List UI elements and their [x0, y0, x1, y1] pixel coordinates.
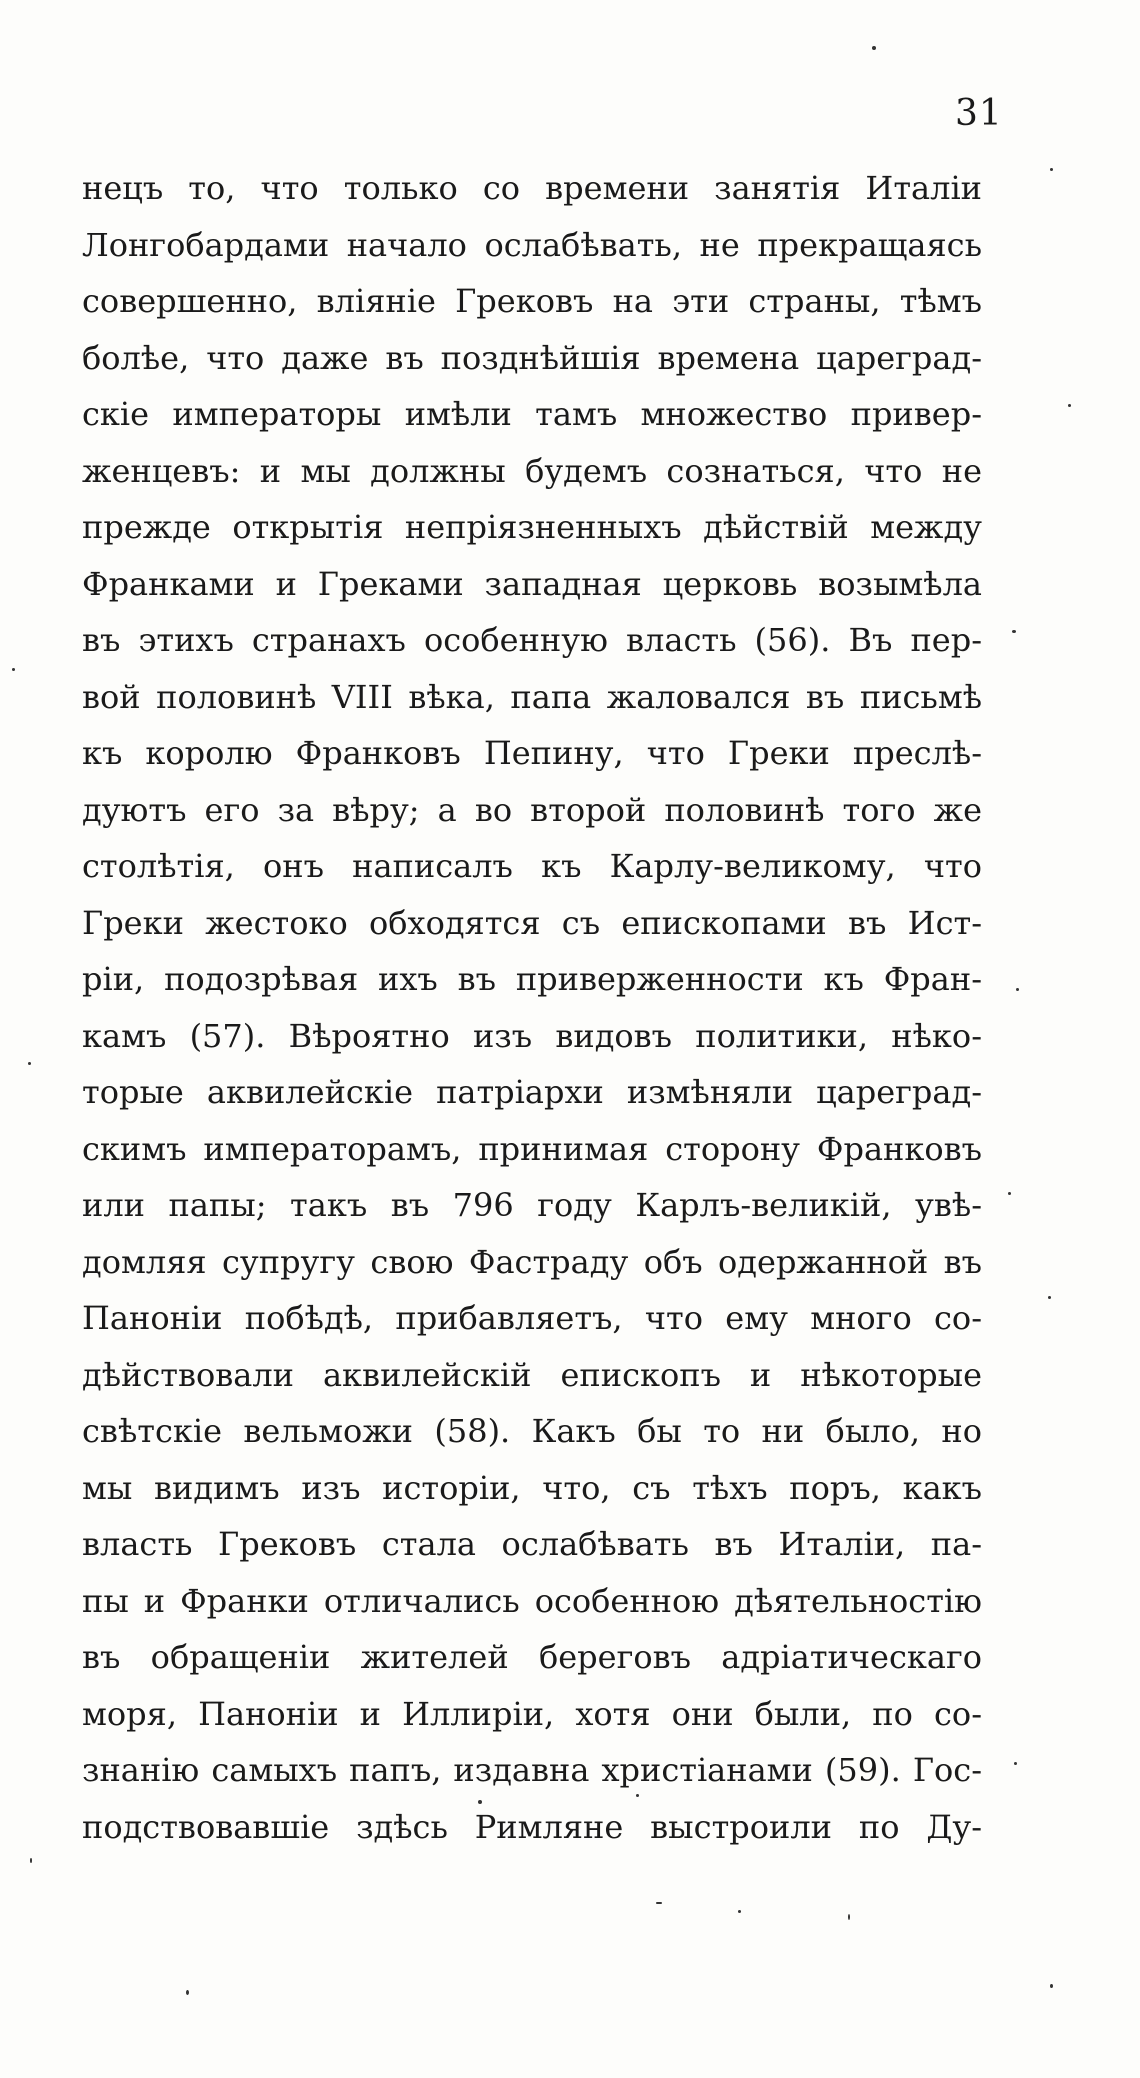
scan-speck — [1014, 1762, 1017, 1765]
text-line: совершенно, вліяніе Грековъ на эти страны, тѣмъ — [82, 282, 982, 320]
scan-speck — [1008, 1192, 1011, 1195]
text-line: скимъ императорамъ, принимая сторону Франковъ — [82, 1129, 982, 1168]
scan-speck — [1048, 1296, 1051, 1299]
text-line: Франками и Греками западная церковь возымѣла — [82, 564, 982, 603]
scan-speck — [186, 1990, 189, 1995]
page-number: 31 — [955, 93, 1003, 134]
text-line: вой половинѣ VIII вѣка, папа жаловался въ письмѣ — [82, 677, 982, 716]
text-line: пы и Франки отличались особенною дѣятельностію — [82, 1581, 982, 1620]
text-line: моря, Паноніи и Иллиріи, хотя они были, по со- — [82, 1694, 982, 1733]
text-line: Лонгобардами начало ослабѣвать, не прекращаясь — [82, 225, 982, 264]
text-line: въ этихъ странахъ особенную власть (56). Въ пер- — [82, 621, 982, 659]
scan-speck — [1012, 630, 1016, 633]
scan-speck — [28, 1062, 31, 1065]
scan-speck — [478, 1800, 482, 1804]
text-line: въ обращеніи жителей береговъ адріатическаго — [82, 1638, 982, 1676]
text-line: дѣйствовали аквилейскій епископъ и нѣкоторые — [82, 1355, 982, 1394]
scan-speck — [1050, 1984, 1053, 1988]
scan-speck — [738, 1910, 741, 1913]
text-line: мы видимъ изъ исторіи, что, съ тѣхъ поръ, какъ — [82, 1468, 982, 1507]
text-line: дуютъ его за вѣру; а во второй половинѣ того же — [82, 790, 982, 829]
scan-speck — [656, 1902, 662, 1904]
text-line: торые аквилейскіе патріархи измѣняли цареград- — [82, 1073, 982, 1111]
scan-speck — [636, 1794, 639, 1797]
scan-speck — [12, 668, 15, 671]
text-line: къ королю Франковъ Пепину, что Греки преслѣ- — [82, 734, 982, 772]
text-line: прежде открытія непріязненныхъ дѣйствій между — [82, 508, 982, 546]
text-line: камъ (57). Вѣроятно изъ видовъ политики, нѣко- — [82, 1016, 982, 1055]
scan-speck — [848, 1914, 850, 1920]
text-line: домляя супругу свою Фастраду объ одержанной въ — [82, 1242, 982, 1281]
scan-speck — [30, 1858, 32, 1863]
text-line: женцевъ: и мы должны будемъ сознаться, что не — [82, 451, 982, 490]
text-line: или папы; такъ въ 796 году Карлъ-великій, увѣ- — [82, 1186, 982, 1224]
text-line: власть Грековъ стала ослабѣвать въ Италіи, па- — [82, 1525, 982, 1563]
text-line: ріи, подозрѣвая ихъ въ приверженности къ Фран- — [82, 960, 982, 998]
text-line: Греки жестоко обходятся съ епископами въ Ист- — [82, 903, 982, 942]
scan-speck — [1068, 404, 1071, 407]
text-line: свѣтскіе вельможи (58). Какъ бы то ни было, но — [82, 1412, 982, 1450]
text-line: нецъ то, что только со времени занятія Италіи — [82, 169, 982, 207]
text-line: столѣтія, онъ написалъ къ Карлу-великому, что — [82, 847, 982, 885]
scan-speck — [872, 46, 876, 50]
text-line: подствовавшіе здѣсь Римляне выстроили по Ду- — [82, 1807, 982, 1846]
scan-speck — [1016, 988, 1019, 991]
scan-speck — [1050, 168, 1053, 171]
text-line: знанію самыхъ папъ, издавна христіанами (59). Гос- — [82, 1751, 982, 1789]
text-line: Паноніи побѣдѣ, прибавляетъ, что ему много со- — [82, 1299, 982, 1337]
text-line: скіе императоры имѣли тамъ множество привер- — [82, 395, 982, 433]
body-text — [82, 160, 982, 1855]
text-line: болѣе, что даже въ позднѣйшія времена цареград- — [82, 338, 982, 377]
